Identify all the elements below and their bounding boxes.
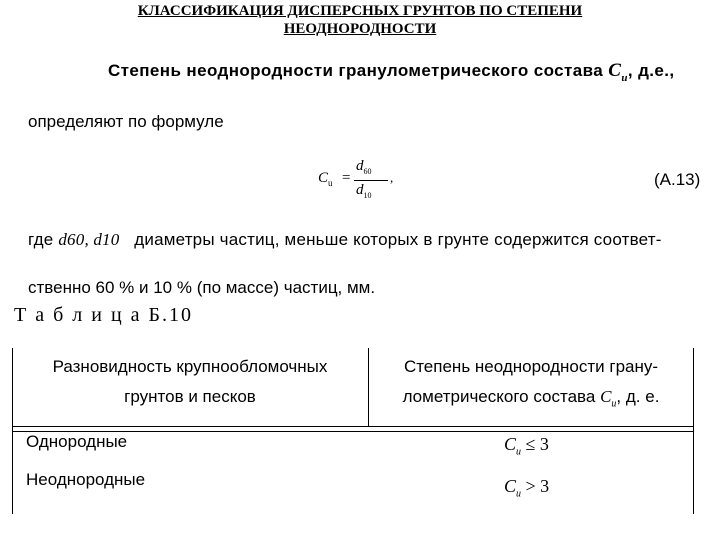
formula <box>318 158 398 204</box>
formula-equals: = <box>342 170 351 186</box>
formula-comma: , <box>390 170 394 185</box>
where-prefix: где <box>28 230 54 249</box>
where-vars: d60, d10 <box>58 230 120 249</box>
formula-fraction-bar <box>354 180 388 181</box>
where-line-2: ственно 60 % и 10 % (по массе) частиц, мм. <box>28 278 376 297</box>
equation-number: (А.13) <box>654 170 701 189</box>
page-title-line-1: КЛАССИФИКАЦИЯ ДИСПЕРСНЫХ ГРУНТОВ ПО СТЕПЕНИ <box>137 3 583 19</box>
table-caption: Т а б л и ц а Б.10 <box>14 304 194 326</box>
formula-numerator: $d_{60}$ <box>356 158 372 176</box>
where-line-1 <box>28 230 662 250</box>
table-header-uniformity: Степень неоднородности грану- лометрического состава $C_u$, д. е. <box>402 357 660 410</box>
formula-denominator: $d_{10}$ <box>356 182 372 200</box>
formula-lhs: $C_u$ <box>318 170 333 188</box>
intro-symbol: $C_u$ <box>608 60 628 84</box>
intro-paragraph <box>108 60 675 84</box>
table-row-type: Неоднородные <box>26 470 146 489</box>
classification-table <box>12 348 694 514</box>
page-title <box>60 2 660 38</box>
where-text: диаметры частиц, меньше которых в грунте содержится соответ- <box>134 230 662 249</box>
table-row-type: Однородные <box>26 432 128 451</box>
intro-unit: , д.е., <box>627 61 675 80</box>
page-title-line-2: НЕОДНОРОДНОСТИ <box>283 21 437 37</box>
table-header-type: Разновидность крупнообломочных грунтов и песков <box>52 357 328 406</box>
intro-text: Степень неоднородности гранулометрического состава <box>108 61 604 80</box>
table-divider-header <box>368 348 369 426</box>
table-row-condition: $C_u > 3$ <box>504 476 550 500</box>
table-header-rule <box>12 426 694 427</box>
formula-lead: определяют по формуле <box>28 112 224 131</box>
table-row-condition: $C_u \le 3$ <box>504 434 549 458</box>
